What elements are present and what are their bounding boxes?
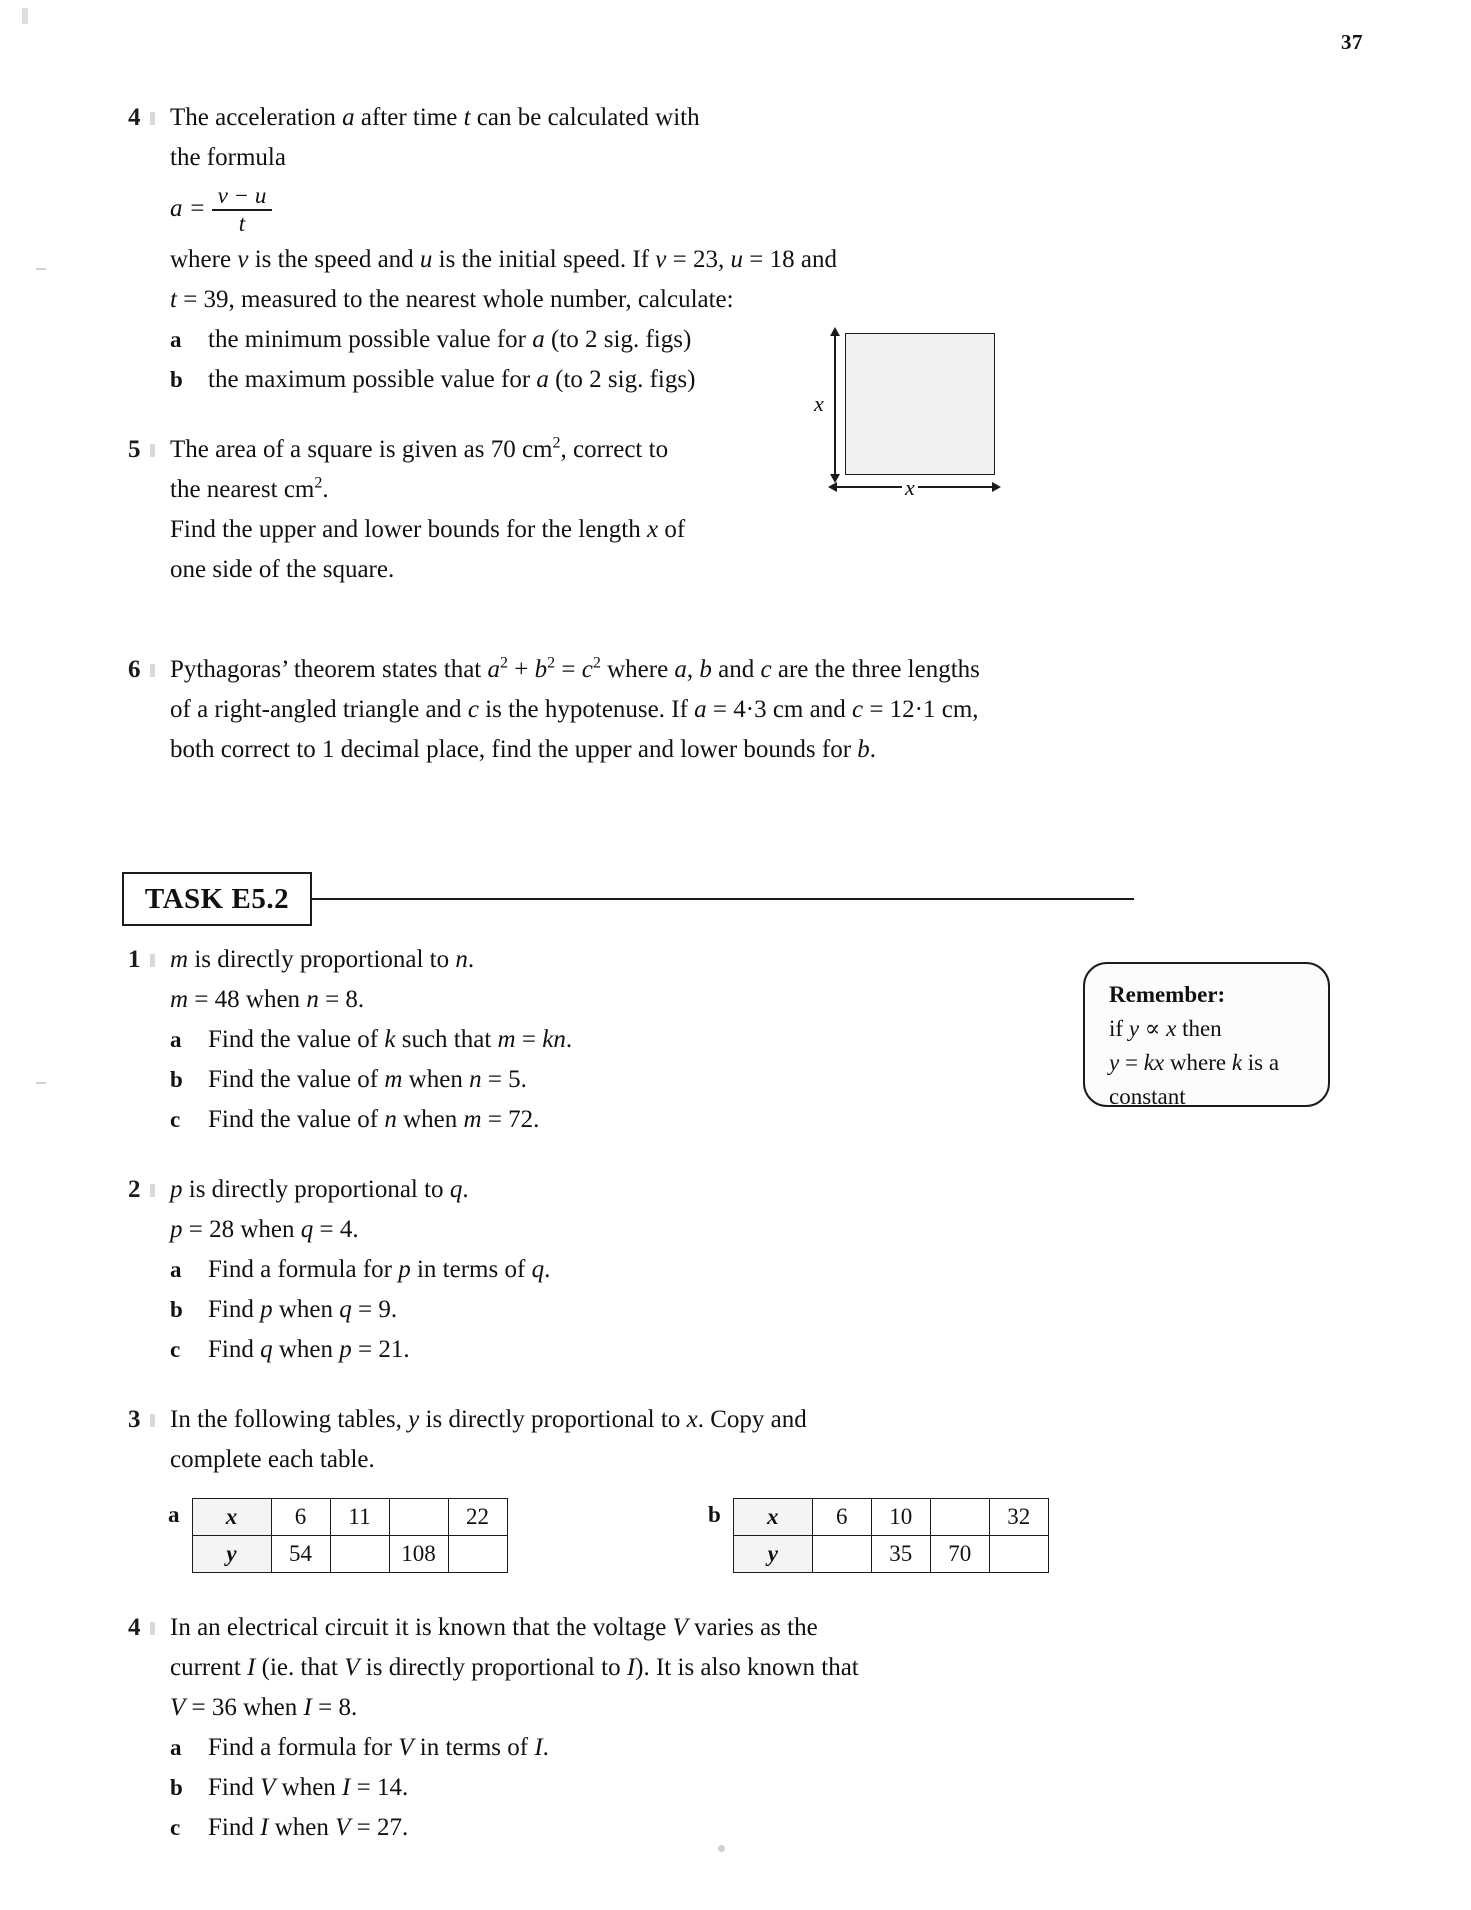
table-cell <box>389 1499 448 1536</box>
question-4 <box>128 98 1188 400</box>
remember-line-2: y = kx where k is a <box>1109 1050 1280 1075</box>
question-part-b <box>170 1768 1188 1808</box>
part-text: Find the value of m when n = 5. <box>208 1066 527 1093</box>
table-letter: a <box>168 1502 180 1527</box>
spacer <box>128 1590 1188 1608</box>
part-label: a <box>170 327 182 352</box>
part-label: b <box>170 1067 183 1092</box>
row-header: x <box>192 1499 271 1536</box>
question-body <box>170 940 1188 1140</box>
row-header: y <box>733 1536 812 1573</box>
table-letter: b <box>708 1502 721 1527</box>
question-6 <box>128 650 1188 770</box>
question-part-c <box>170 1808 1188 1848</box>
question-part-b <box>170 1290 1188 1330</box>
table-a <box>192 1498 508 1573</box>
question-number: 4 <box>128 98 170 400</box>
spacer <box>128 620 1188 650</box>
part-label: b <box>170 1775 183 1800</box>
table-b-wrapper <box>708 1498 1049 1573</box>
question-body <box>170 650 1188 770</box>
part-text: Find p when q = 9. <box>208 1296 398 1323</box>
fraction-numerator: v − u <box>217 183 267 209</box>
question-line: m = 48 when n = 8. <box>170 986 365 1013</box>
task-question-2 <box>128 1170 1188 1370</box>
table-row <box>192 1499 507 1536</box>
part-label: b <box>170 1297 183 1322</box>
question-line: The area of a square is given as 70 $cm^2$, correct to <box>170 434 669 463</box>
formula-lhs: a = <box>170 195 206 222</box>
table-cell: 10 <box>871 1499 930 1536</box>
horizontal-dimension-label: x <box>902 475 918 501</box>
table-row <box>733 1499 1048 1536</box>
question-number: 1 <box>128 940 170 1140</box>
question-line: In an electrical circuit it is known that the voltage V varies as the <box>170 1614 818 1641</box>
part-label: a <box>170 1027 182 1052</box>
question-line: p = 28 when q = 4. <box>170 1216 359 1243</box>
question-line: of a right-angled triangle and c is the hypotenuse. If a = 4·3 cm and c = 12·1 cm, <box>170 696 979 723</box>
question-line: V = 36 when I = 8. <box>170 1694 358 1721</box>
question-line: In the following tables, y is directly proportional to x. Copy and <box>170 1406 807 1433</box>
table-cell: 6 <box>271 1499 330 1536</box>
scan-artifact <box>22 8 28 24</box>
table-cell <box>448 1536 507 1573</box>
table-cell: 11 <box>330 1499 389 1536</box>
task-question-3 <box>128 1400 1188 1480</box>
task-rule-line <box>312 898 1134 900</box>
part-label: b <box>170 367 183 392</box>
spacer <box>128 590 1188 620</box>
task-questions <box>128 940 1188 1848</box>
scan-artifact-tick <box>36 268 46 270</box>
fraction <box>212 183 273 237</box>
part-text: Find a formula for V in terms of I. <box>208 1734 549 1761</box>
question-part-a <box>170 320 1188 360</box>
square-shape <box>845 333 995 475</box>
question-body <box>170 1170 1188 1370</box>
table-row <box>192 1536 507 1573</box>
table-cell <box>930 1499 989 1536</box>
table-cell: 108 <box>389 1536 448 1573</box>
question-line: Find the upper and lower bounds for the length x of <box>170 516 686 543</box>
table-cell: 32 <box>989 1499 1048 1536</box>
part-text: the maximum possible value for a (to 2 sig. figs) <box>208 366 696 393</box>
part-label: a <box>170 1735 182 1760</box>
question-line: t = 39, measured to the nearest whole number, calculate: <box>170 286 734 313</box>
proportion-tables <box>128 1498 1188 1590</box>
question-number: 5 <box>128 430 170 590</box>
question-line: one side of the square. <box>170 556 395 583</box>
question-line: p is directly proportional to q. <box>170 1176 469 1203</box>
spacer <box>128 1370 1188 1400</box>
question-line: m is directly proportional to n. <box>170 946 475 973</box>
part-text: Find the value of k such that m = kn. <box>208 1026 573 1053</box>
question-body <box>170 1608 1188 1848</box>
question-line: Pythagoras’ theorem states that $a^2 + b^2 = c^2$ where a, b and c are the three lengths <box>170 654 980 683</box>
vertical-dimension-arrow <box>834 335 836 475</box>
question-line: the formula <box>170 144 286 171</box>
task-question-1 <box>128 940 1188 1140</box>
table-cell <box>330 1536 389 1573</box>
vertical-dimension-label: x <box>814 391 824 416</box>
part-text: Find the value of n when m = 72. <box>208 1106 540 1133</box>
question-part-a <box>170 1250 1188 1290</box>
task-banner <box>122 872 1134 928</box>
question-body <box>170 1400 1188 1480</box>
question-body <box>170 430 1188 590</box>
table-cell: 6 <box>812 1499 871 1536</box>
question-line: the nearest $cm^2$. <box>170 474 329 503</box>
page-number: 37 <box>1341 30 1363 54</box>
question-number: 6 <box>128 650 170 770</box>
question-part-a <box>170 1020 1188 1060</box>
table-cell: 70 <box>930 1536 989 1573</box>
part-text: Find V when I = 14. <box>208 1774 409 1801</box>
table-cell: 22 <box>448 1499 507 1536</box>
remember-line-3: constant <box>1109 1084 1186 1109</box>
part-label: a <box>170 1257 182 1282</box>
table-cell <box>812 1536 871 1573</box>
question-line: complete each table. <box>170 1446 375 1473</box>
row-header: y <box>192 1536 271 1573</box>
question-body <box>170 98 1188 400</box>
exercise-questions-top <box>128 98 1188 770</box>
question-number: 2 <box>128 1170 170 1370</box>
table-cell: 35 <box>871 1536 930 1573</box>
part-label: c <box>170 1337 181 1362</box>
part-label: c <box>170 1107 181 1132</box>
task-question-4 <box>128 1608 1188 1848</box>
fraction-denominator: t <box>238 210 246 236</box>
question-number: 3 <box>128 1400 170 1480</box>
spacer <box>128 1140 1188 1170</box>
question-line: The acceleration a after time t can be calculated with <box>170 104 700 131</box>
question-line: both correct to 1 decimal place, find the upper and lower bounds for b. <box>170 736 877 763</box>
task-title: TASK E5.2 <box>122 872 312 926</box>
part-text: Find a formula for p in terms of q. <box>208 1256 551 1283</box>
spacer <box>128 400 1188 430</box>
table-a-wrapper <box>168 1498 508 1573</box>
table-cell: 54 <box>271 1536 330 1573</box>
part-text: Find I when V = 27. <box>208 1814 409 1841</box>
remember-title: Remember: <box>1109 982 1226 1007</box>
part-text: the minimum possible value for a (to 2 sig. figs) <box>208 326 692 353</box>
question-line: where v is the speed and u is the initial speed. If v = 23, u = 18 and <box>170 246 837 273</box>
part-text: Find q when p = 21. <box>208 1336 410 1363</box>
square-diagram <box>814 333 1020 508</box>
row-header: x <box>733 1499 812 1536</box>
remember-line-1: if y ∝ x then <box>1109 1016 1222 1041</box>
bottom-mark <box>718 1845 725 1852</box>
table-cell <box>989 1536 1048 1573</box>
formula-acceleration <box>170 178 1188 240</box>
question-part-b <box>170 360 1188 400</box>
part-label: c <box>170 1815 181 1840</box>
question-part-b <box>170 1060 1188 1100</box>
question-part-c <box>170 1330 1188 1370</box>
question-number: 4 <box>128 1608 170 1848</box>
table-row <box>733 1536 1048 1573</box>
question-part-a <box>170 1728 1188 1768</box>
question-part-c <box>170 1100 1188 1140</box>
table-b <box>733 1498 1049 1573</box>
question-5 <box>128 430 1188 590</box>
question-line: current I (ie. that V is directly proportional to I). It is also known that <box>170 1654 859 1681</box>
scan-artifact-tick <box>36 1082 46 1084</box>
